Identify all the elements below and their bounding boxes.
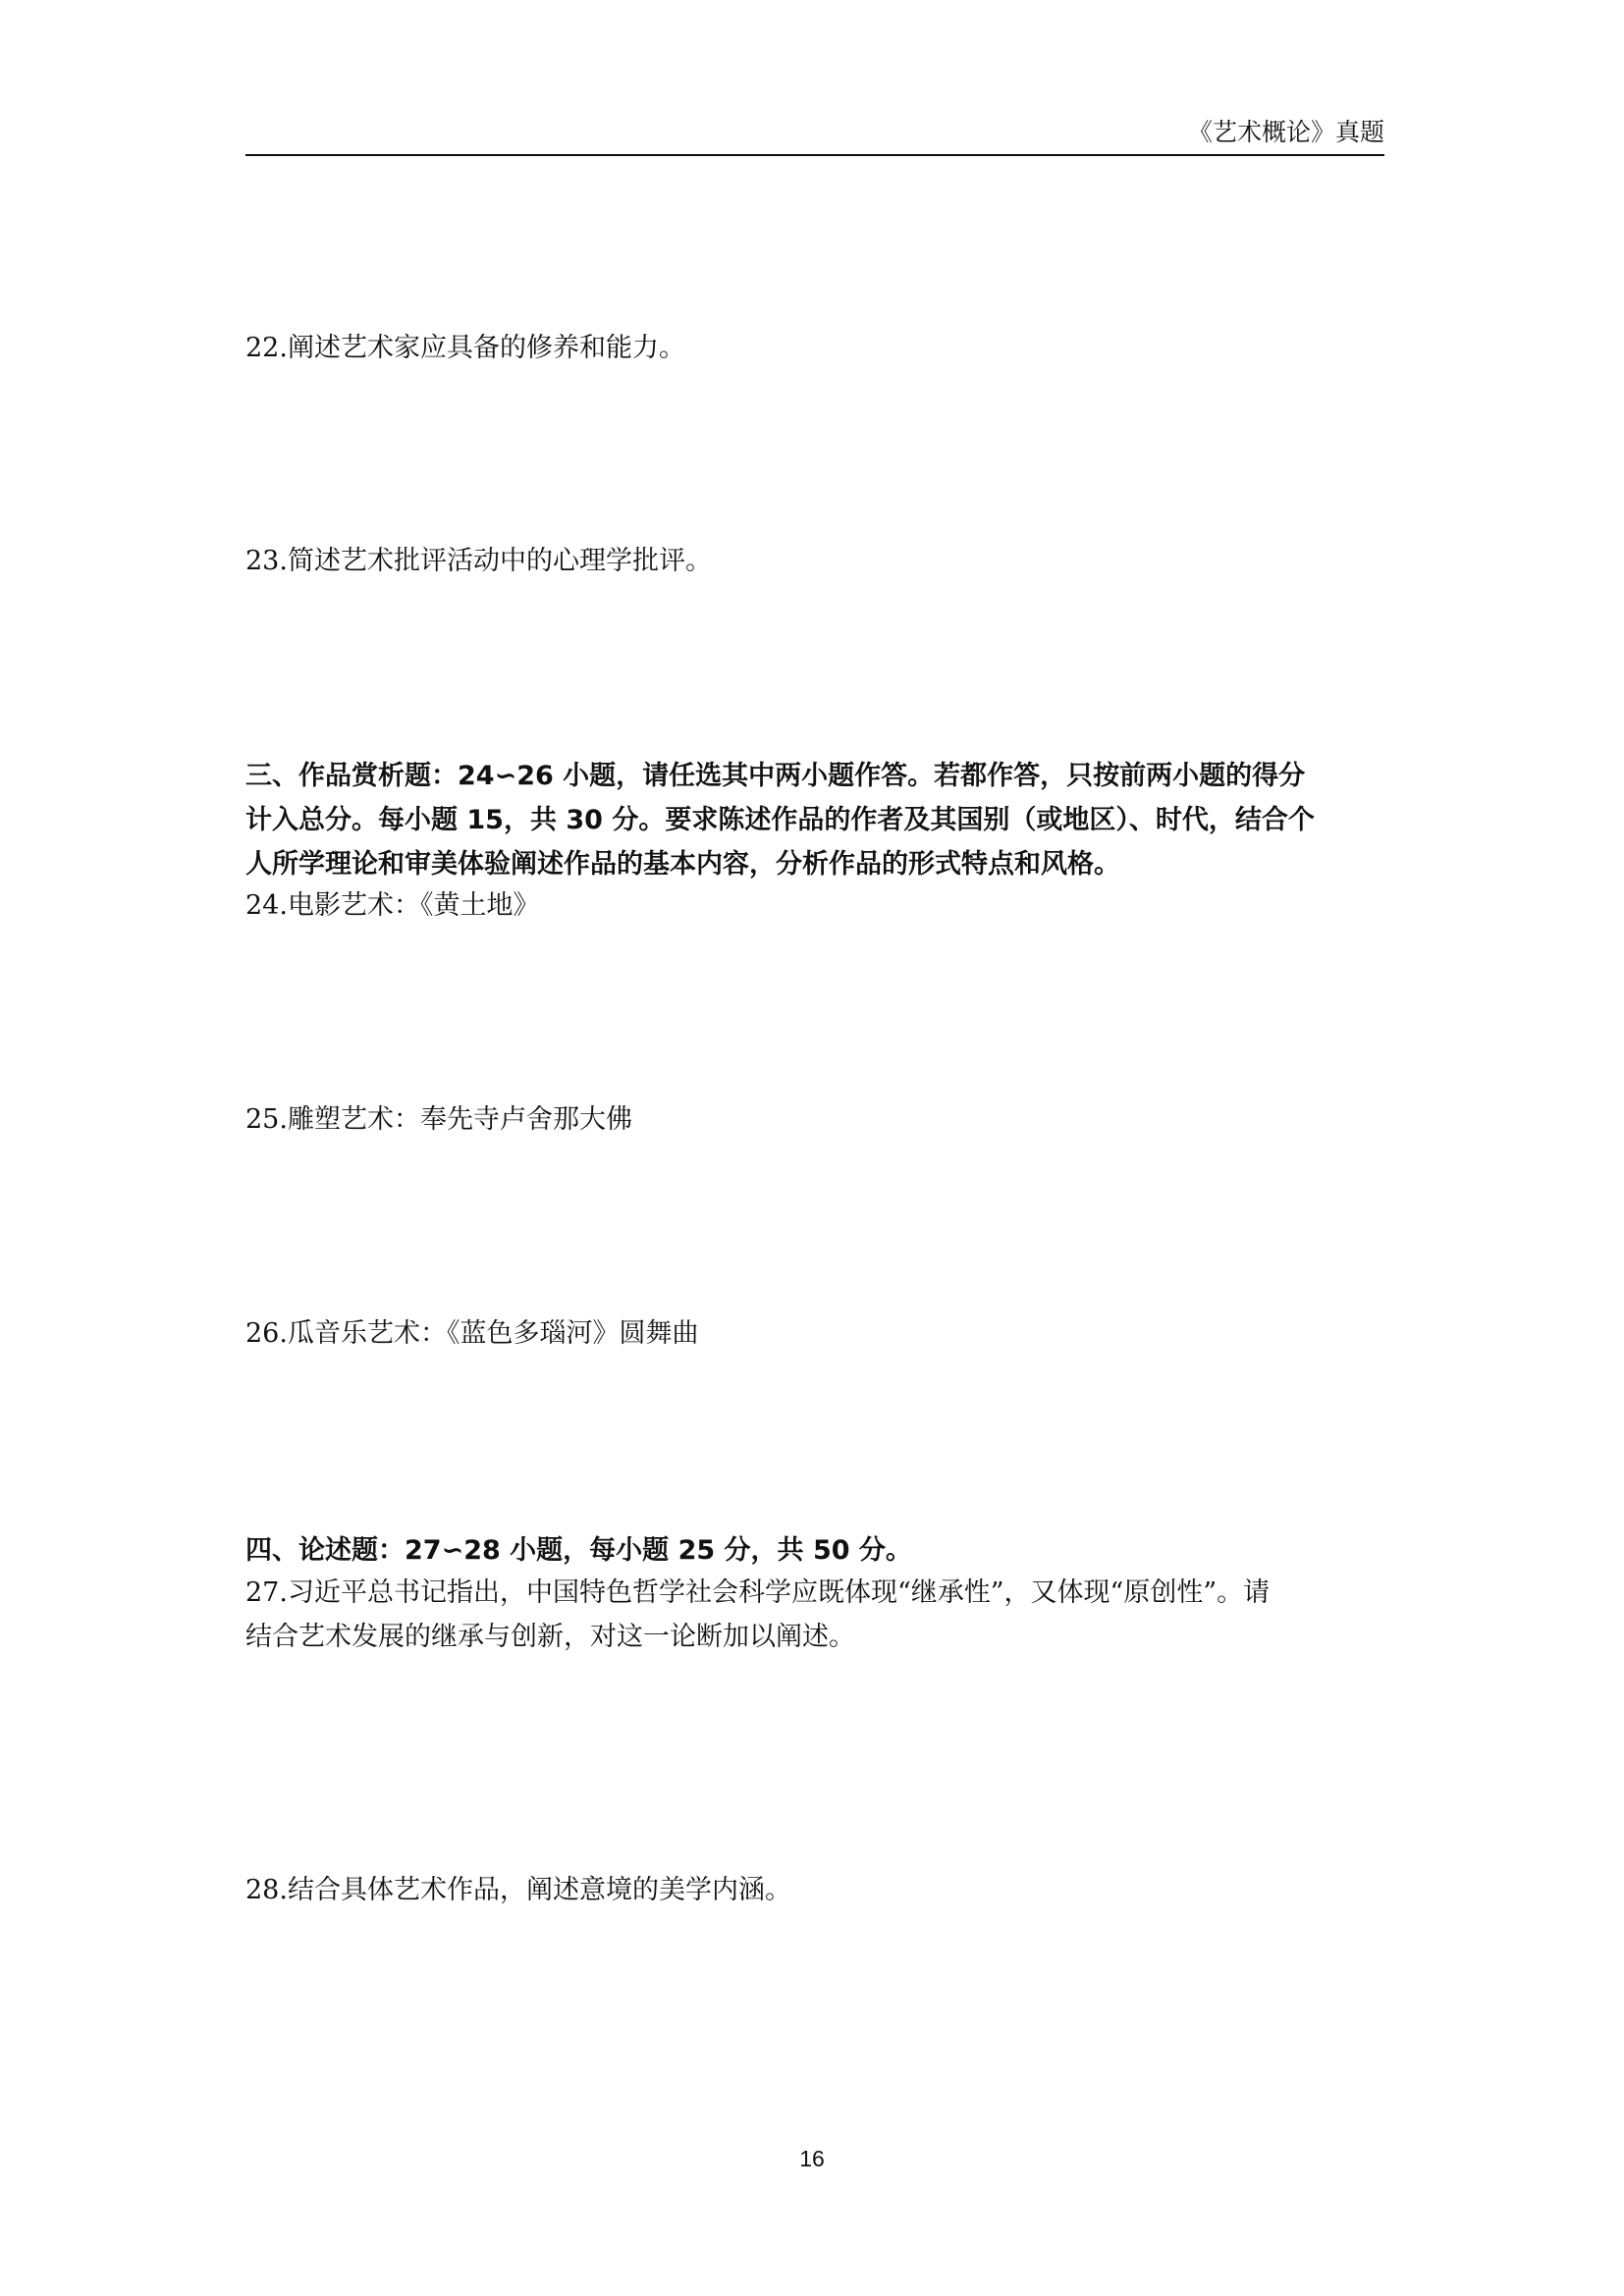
- section-3-line-2: 计入总分。每小题 15，共 30 分。要求陈述作品的作者及其国别（或地区）、时代，结合个: [245, 805, 1315, 835]
- question-27-line-2: 结合艺术发展的继承与创新，对这一论断加以阐述。: [245, 1622, 855, 1652]
- header-rule: [245, 154, 1384, 156]
- question-26: 26.瓜音乐艺术：《蓝色多瑙河》圆舞曲: [245, 1318, 699, 1349]
- section-3-line-1: 三、作品赏析题：24∽26 小题，请任选其中两小题作答。若都作答，只按前两小题的得分: [245, 761, 1306, 791]
- section-3-instructions: [245, 754, 1389, 886]
- page-number: 16: [799, 2146, 825, 2171]
- question-25: 25.雕塑艺术：奉先寺卢舍那大佛: [245, 1104, 632, 1135]
- question-23: 23.简述艺术批评活动中的心理学批评。: [245, 546, 712, 576]
- running-header-title: 《艺术概论》真题: [1187, 118, 1384, 146]
- question-27: [245, 1571, 1389, 1659]
- section-3-line-3: 人所学理论和审美体验阐述作品的基本内容，分析作品的形式特点和风格。: [245, 849, 1120, 880]
- question-28: 28.结合具体艺术作品，阐述意境的美学内涵。: [245, 1875, 791, 1905]
- question-27-line-1: 27.习近平总书记指出，中国特色哲学社会科学应既体现“继承性”，又体现“原创性”。请: [245, 1577, 1271, 1608]
- section-4-instructions: 四、论述题：27∽28 小题，每小题 25 分，共 50 分。: [245, 1535, 912, 1566]
- question-24: 24.电影艺术：《黄土地》: [245, 890, 540, 921]
- question-22: 22.阐述艺术家应具备的修养和能力。: [245, 333, 685, 363]
